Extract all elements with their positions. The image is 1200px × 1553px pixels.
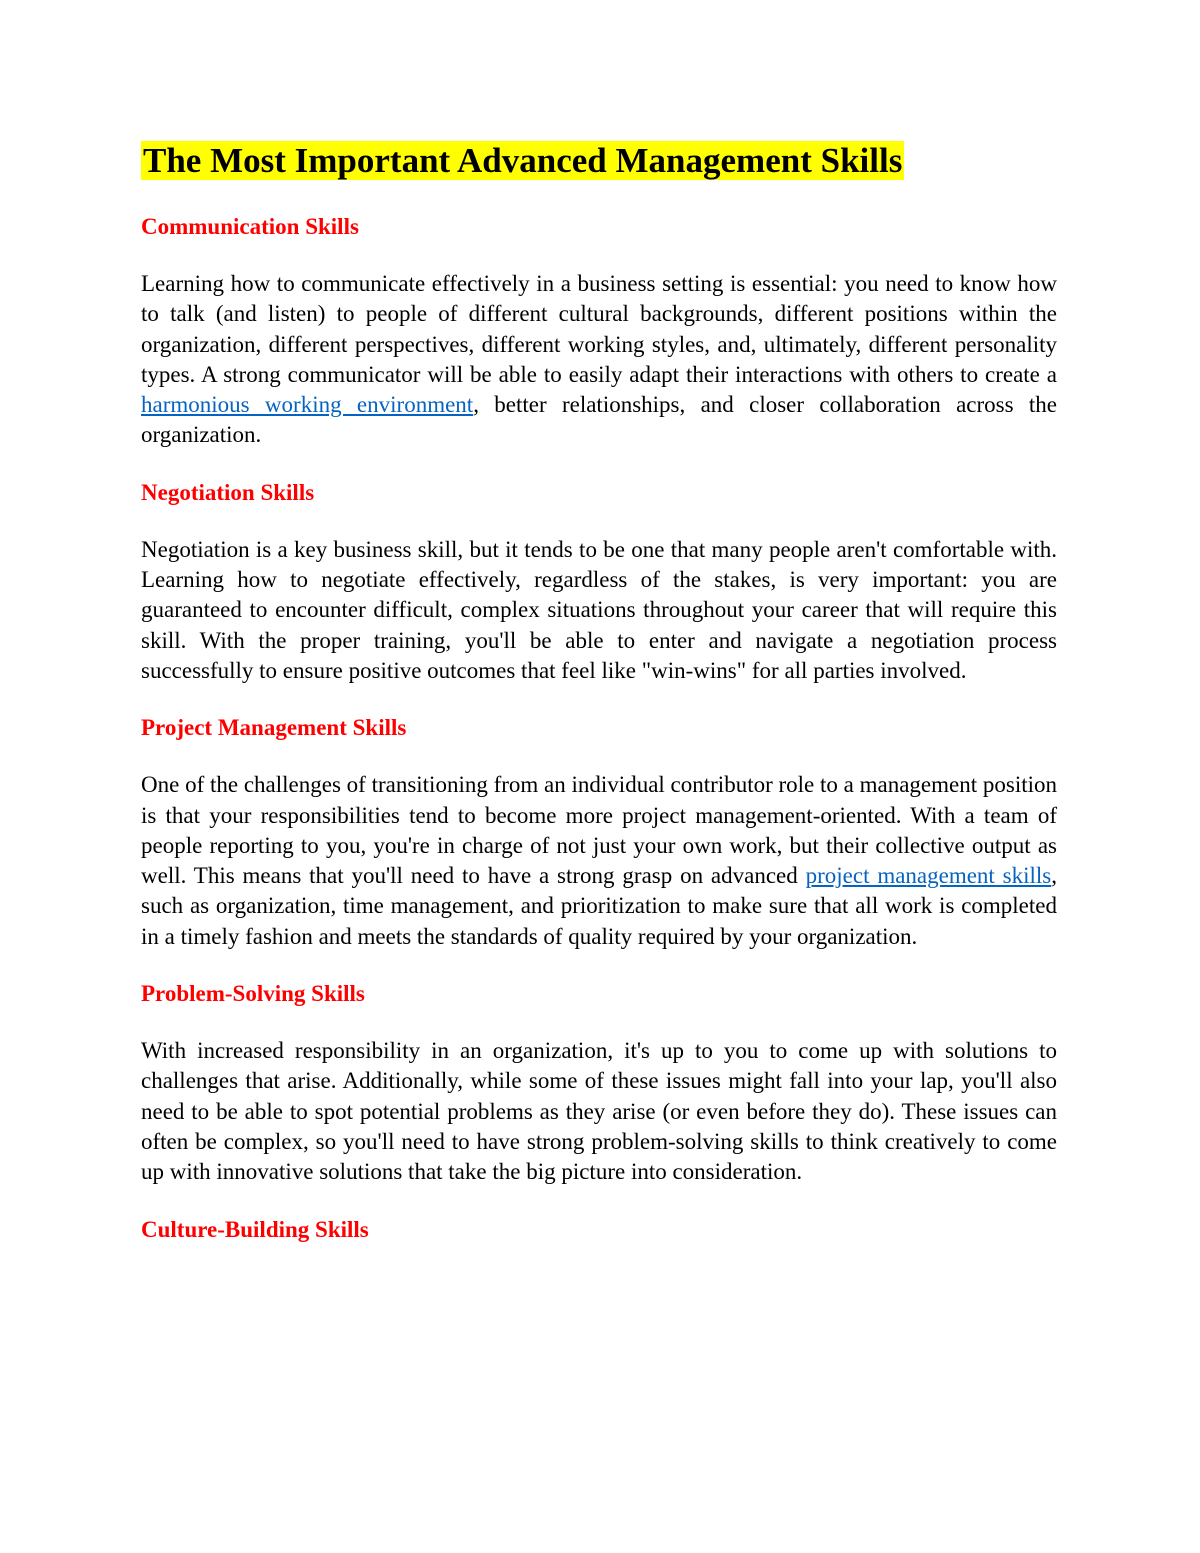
link-harmonious-working-environment[interactable]: harmonious working environment bbox=[141, 392, 474, 418]
title-highlight: The Most Important Advanced Management Skills bbox=[143, 141, 903, 180]
page-title bbox=[141, 138, 1057, 184]
paragraph-communication: Learning how to communicate effectively in a business setting is essential: you need to know how to talk (and listen) to people of different cultural backgrounds, different positions within the organization, different perspectives, different working styles, and, ultimately, different personality types. A strong communicator will be able to easily adapt their interactions with others to create a harmonious working environment, better relationships, and closer collaboration across the organization. bbox=[141, 271, 1057, 448]
section-heading-communication: Communication Skills bbox=[141, 214, 359, 239]
section-heading-problem-solving: Problem-Solving Skills bbox=[141, 981, 365, 1007]
section-heading-project-management: Project Management Skills bbox=[141, 715, 407, 741]
document-page bbox=[141, 138, 1057, 1245]
section-heading-culture-building: Culture-Building Skills bbox=[141, 1216, 369, 1242]
link-project-management-skills[interactable]: project management skills bbox=[805, 863, 1052, 889]
paragraph-negotiation: Negotiation is a key business skill, but it tends to be one that many people aren't comfortable with. Learning how to negotiate effectively, regardless of the stakes, is very important: you are guaranteed to encounter difficult, complex situations throughout your career that will require this skill. With the proper training, you'll be able to enter and navigate a negotiation process successfully to ensure positive outcomes that feel like "win-wins" for all parties involved. bbox=[141, 536, 1057, 683]
paragraph-project-management: One of the challenges of transitioning from an individual contributor role to a management position is that your responsibilities tend to become more project management-oriented. With a team of people reporting to you, you're in charge of not just your own work, but their collective output as well. This means that you'll need to have a strong grasp on advanced project management skills, such as organization, time management, and prioritization to make sure that all work is completed in a timely fashion and meets the standards of quality required by your organization. bbox=[141, 772, 1057, 949]
paragraph-problem-solving: With increased responsibility in an organization, it's up to you to come up with solutions to challenges that arise. Additionally, while some of these issues might fall into your lap, you'll also need to be able to spot potential problems as they arise (or even before they do). These issues can often be complex, so you'll need to have strong problem-solving skills to think creatively to come up with innovative solutions that take the big picture into consideration. bbox=[141, 1038, 1057, 1185]
section-heading-negotiation: Negotiation Skills bbox=[141, 479, 315, 505]
